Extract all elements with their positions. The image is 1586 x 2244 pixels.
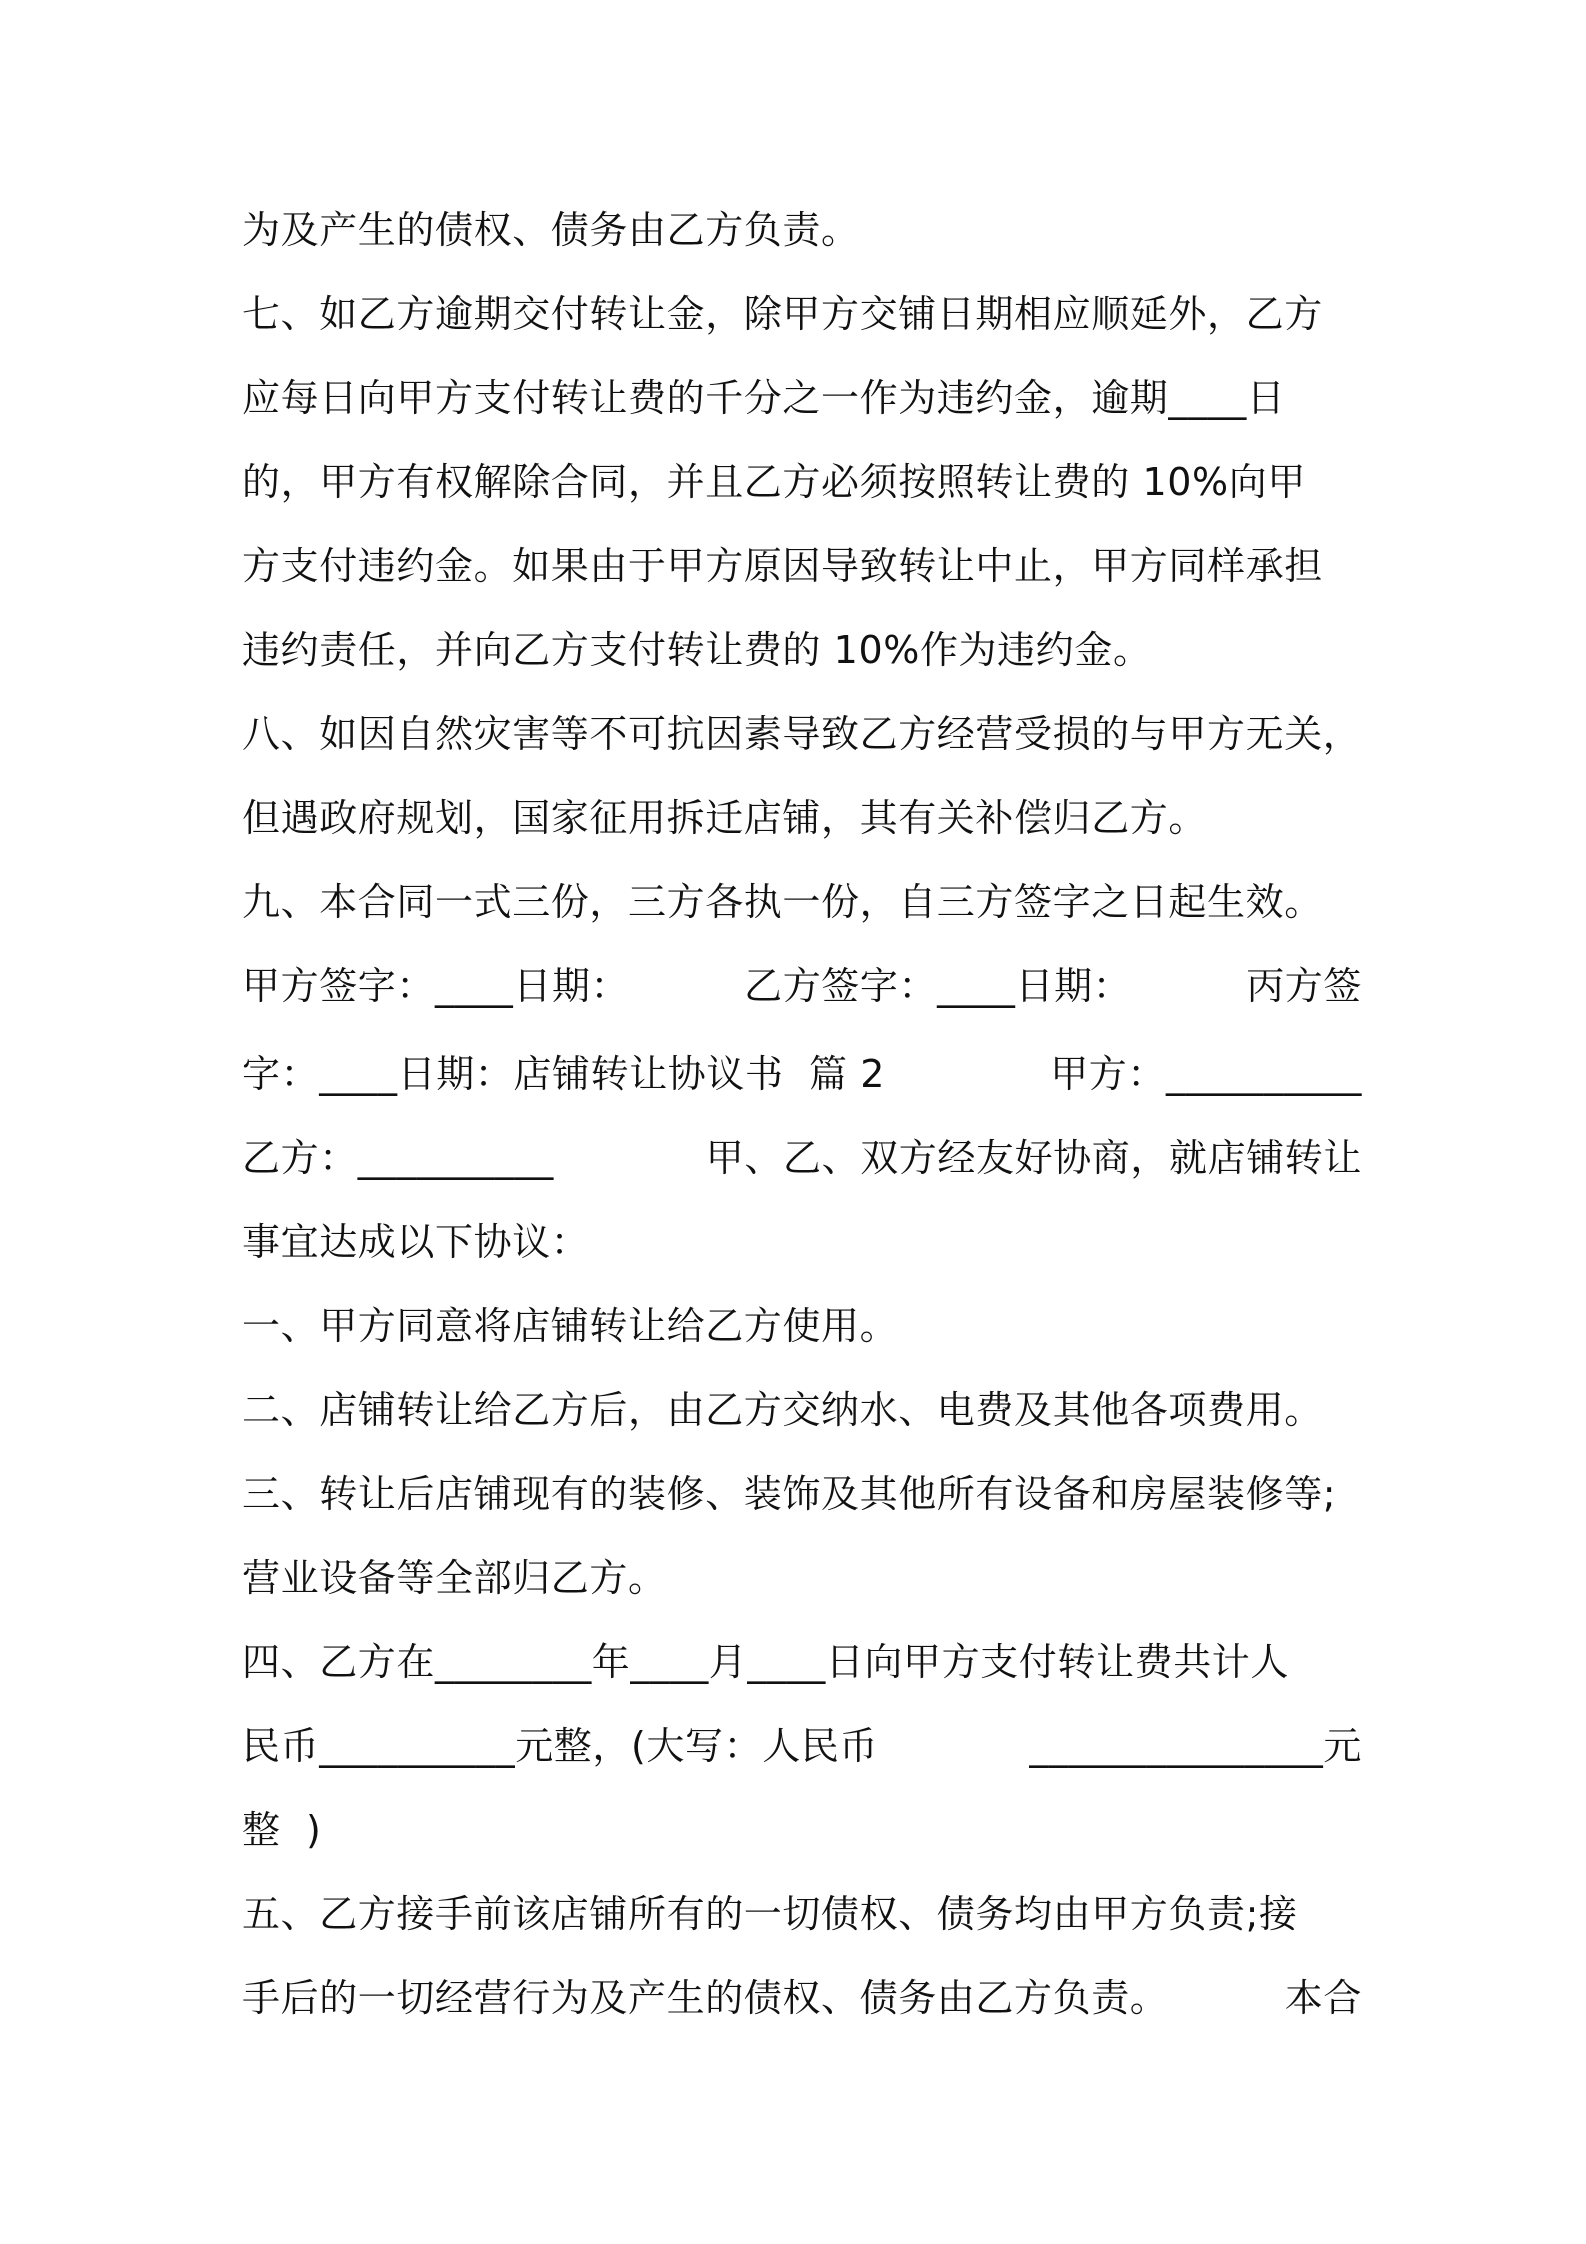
- continuation-text: 本合: [1284, 1976, 1362, 2020]
- article-5-line-1: 五、乙方接手前该店铺所有的一切债权、债务均由甲方负责;接: [242, 1892, 1298, 1936]
- party-b-field: 乙方：__________: [242, 1136, 554, 1180]
- clause-7-line-1: 七、如乙方逾期交付转让金，除甲方交铺日期相应顺延外，乙方: [242, 292, 1323, 336]
- signature-line: [242, 960, 1362, 1012]
- section-heading: 字：____日期：店铺转让协议书 篇 2: [242, 1052, 886, 1096]
- article-2: 二、店铺转让给乙方后，由乙方交纳水、电费及其他各项费用。: [242, 1388, 1323, 1432]
- article-4-line-1: 四、乙方在________年____月____日向甲方支付转让费共计人: [242, 1640, 1290, 1684]
- amount-words: _______________元: [1029, 1724, 1362, 1768]
- clause-8-line-2: 但遇政府规划，国家征用拆迁店铺，其有关补偿归乙方。: [242, 796, 1208, 840]
- party-line: [242, 1132, 1362, 1184]
- article-4-line-3: 整 ): [242, 1808, 322, 1852]
- preamble-text: 甲、乙、双方经友好协商，就店铺转让: [705, 1136, 1362, 1180]
- signature-line-2: [242, 1048, 1362, 1100]
- article-4-amount-line: [242, 1720, 1362, 1772]
- clause-9-line: 九、本合同一式三份，三方各执一份，自三方签字之日起生效。: [242, 880, 1323, 924]
- preamble-continuation: 事宜达成以下协议：: [242, 1220, 590, 1264]
- party-a-field: 甲方：__________: [1050, 1052, 1362, 1096]
- amount-figure: 民币__________元整，(大写：人民币: [242, 1724, 879, 1768]
- article-3-line-1: 三、转让后店铺现有的装修、装饰及其他所有设备和房屋装修等;: [242, 1472, 1337, 1516]
- article-1: 一、甲方同意将店铺转让给乙方使用。: [242, 1304, 899, 1348]
- clause-7-line-3: 的，甲方有权解除合同，并且乙方必须按照转让费的 10%向甲: [242, 460, 1306, 504]
- article-5-text: 手后的一切经营行为及产生的债权、债务由乙方负责。: [242, 1976, 1169, 2020]
- party-c-signature: 丙方签: [1246, 964, 1362, 1008]
- clause-8-line-1: 八、如因自然灾害等不可抗因素导致乙方经营受损的与甲方无关，: [242, 712, 1362, 756]
- text-line: 为及产生的债权、债务由乙方负责。: [242, 208, 860, 252]
- party-a-signature: 甲方签字：____日期：: [242, 964, 630, 1008]
- clause-7-line-5: 违约责任，并向乙方支付转让费的 10%作为违约金。: [242, 628, 1152, 672]
- clause-7-line-4: 方支付违约金。如果由于甲方原因导致转让中止，甲方同样承担: [242, 544, 1323, 588]
- party-b-signature: 乙方签字：____日期：: [744, 964, 1132, 1008]
- clause-7-line-2: 应每日向甲方支付转让费的千分之一作为违约金，逾期____日: [242, 376, 1286, 420]
- article-3-line-2: 营业设备等全部归乙方。: [242, 1556, 667, 1600]
- article-5-line-2: [242, 1972, 1362, 2024]
